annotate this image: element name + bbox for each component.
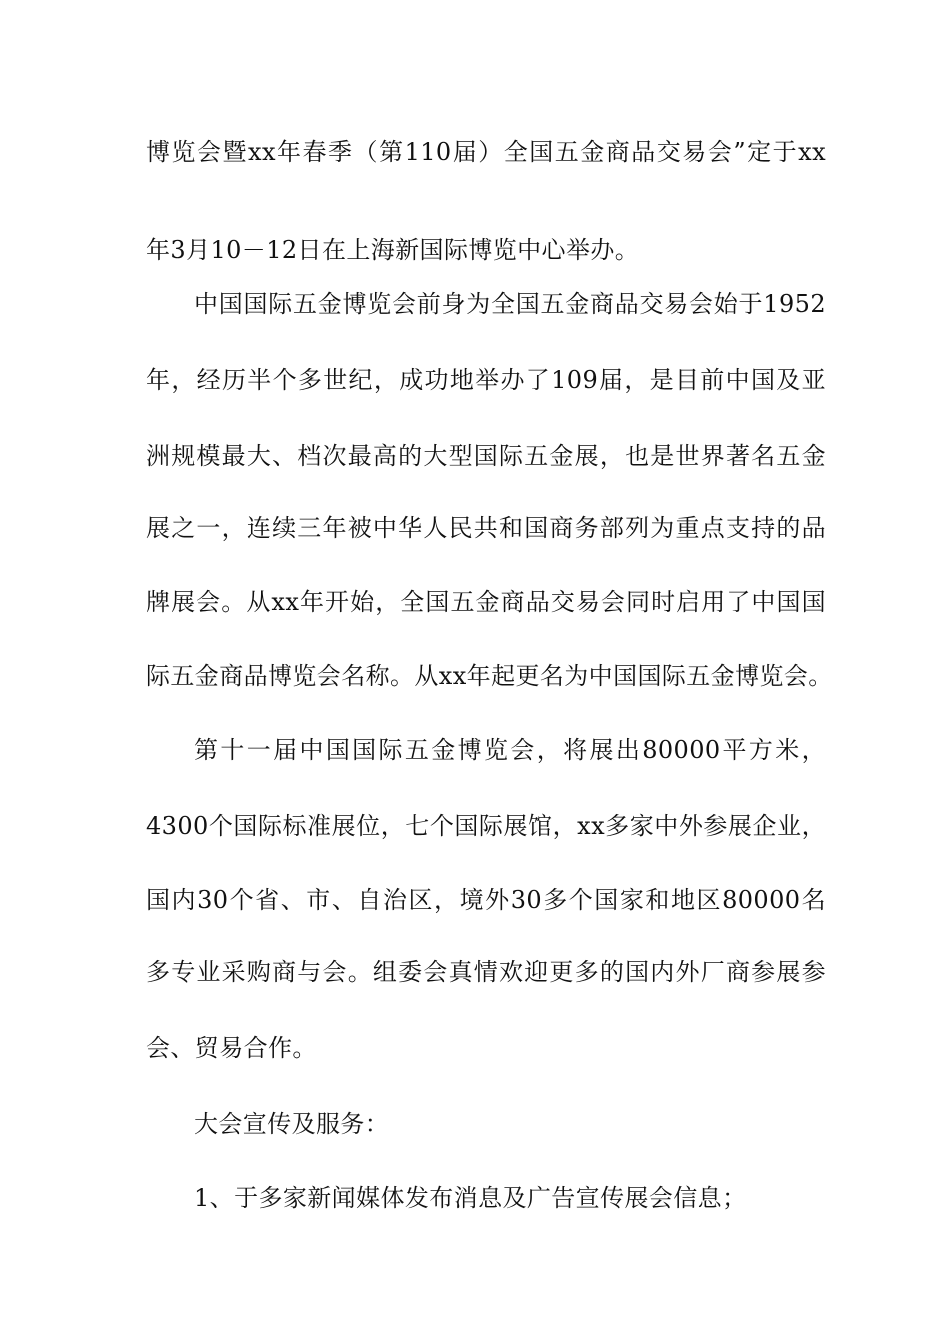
text-line: 中国国际五金博览会前身为全国五金商品交易会始于1952 — [194, 290, 826, 318]
list-item: 1、于多家新闻媒体发布消息及广告宣传展会信息； — [194, 1184, 747, 1212]
text-line: 年，经历半个多世纪，成功地举办了109届，是目前中国及亚 — [146, 366, 826, 394]
text-line: 会、贸易合作。 — [146, 1034, 317, 1062]
text-line: 洲规模最大、档次最高的大型国际五金展，也是世界著名五金 — [146, 442, 826, 470]
text-line: 国内30个省、市、自治区，境外30多个国家和地区80000名 — [146, 886, 826, 914]
text-line: 第十一届中国国际五金博览会，将展出80000平方米， — [194, 736, 826, 764]
text-line: 年3月10－12日在上海新国际博览中心举办。 — [146, 236, 640, 264]
section-heading: 大会宣传及服务： — [194, 1110, 390, 1138]
text-line: 牌展会。从xx年开始，全国五金商品交易会同时启用了中国国 — [146, 588, 826, 616]
text-line: 多专业采购商与会。组委会真情欢迎更多的国内外厂商参展参 — [146, 958, 826, 986]
text-line: 博览会暨xx年春季（第110届）全国五金商品交易会”定于xx — [146, 138, 826, 166]
text-line: 际五金商品博览会名称。从xx年起更名为中国国际五金博览会。 — [146, 662, 833, 690]
text-line: 展之一，连续三年被中华人民共和国商务部列为重点支持的品 — [146, 514, 826, 542]
text-line: 4300个国际标准展位，七个国际展馆，xx多家中外参展企业， — [146, 812, 826, 840]
